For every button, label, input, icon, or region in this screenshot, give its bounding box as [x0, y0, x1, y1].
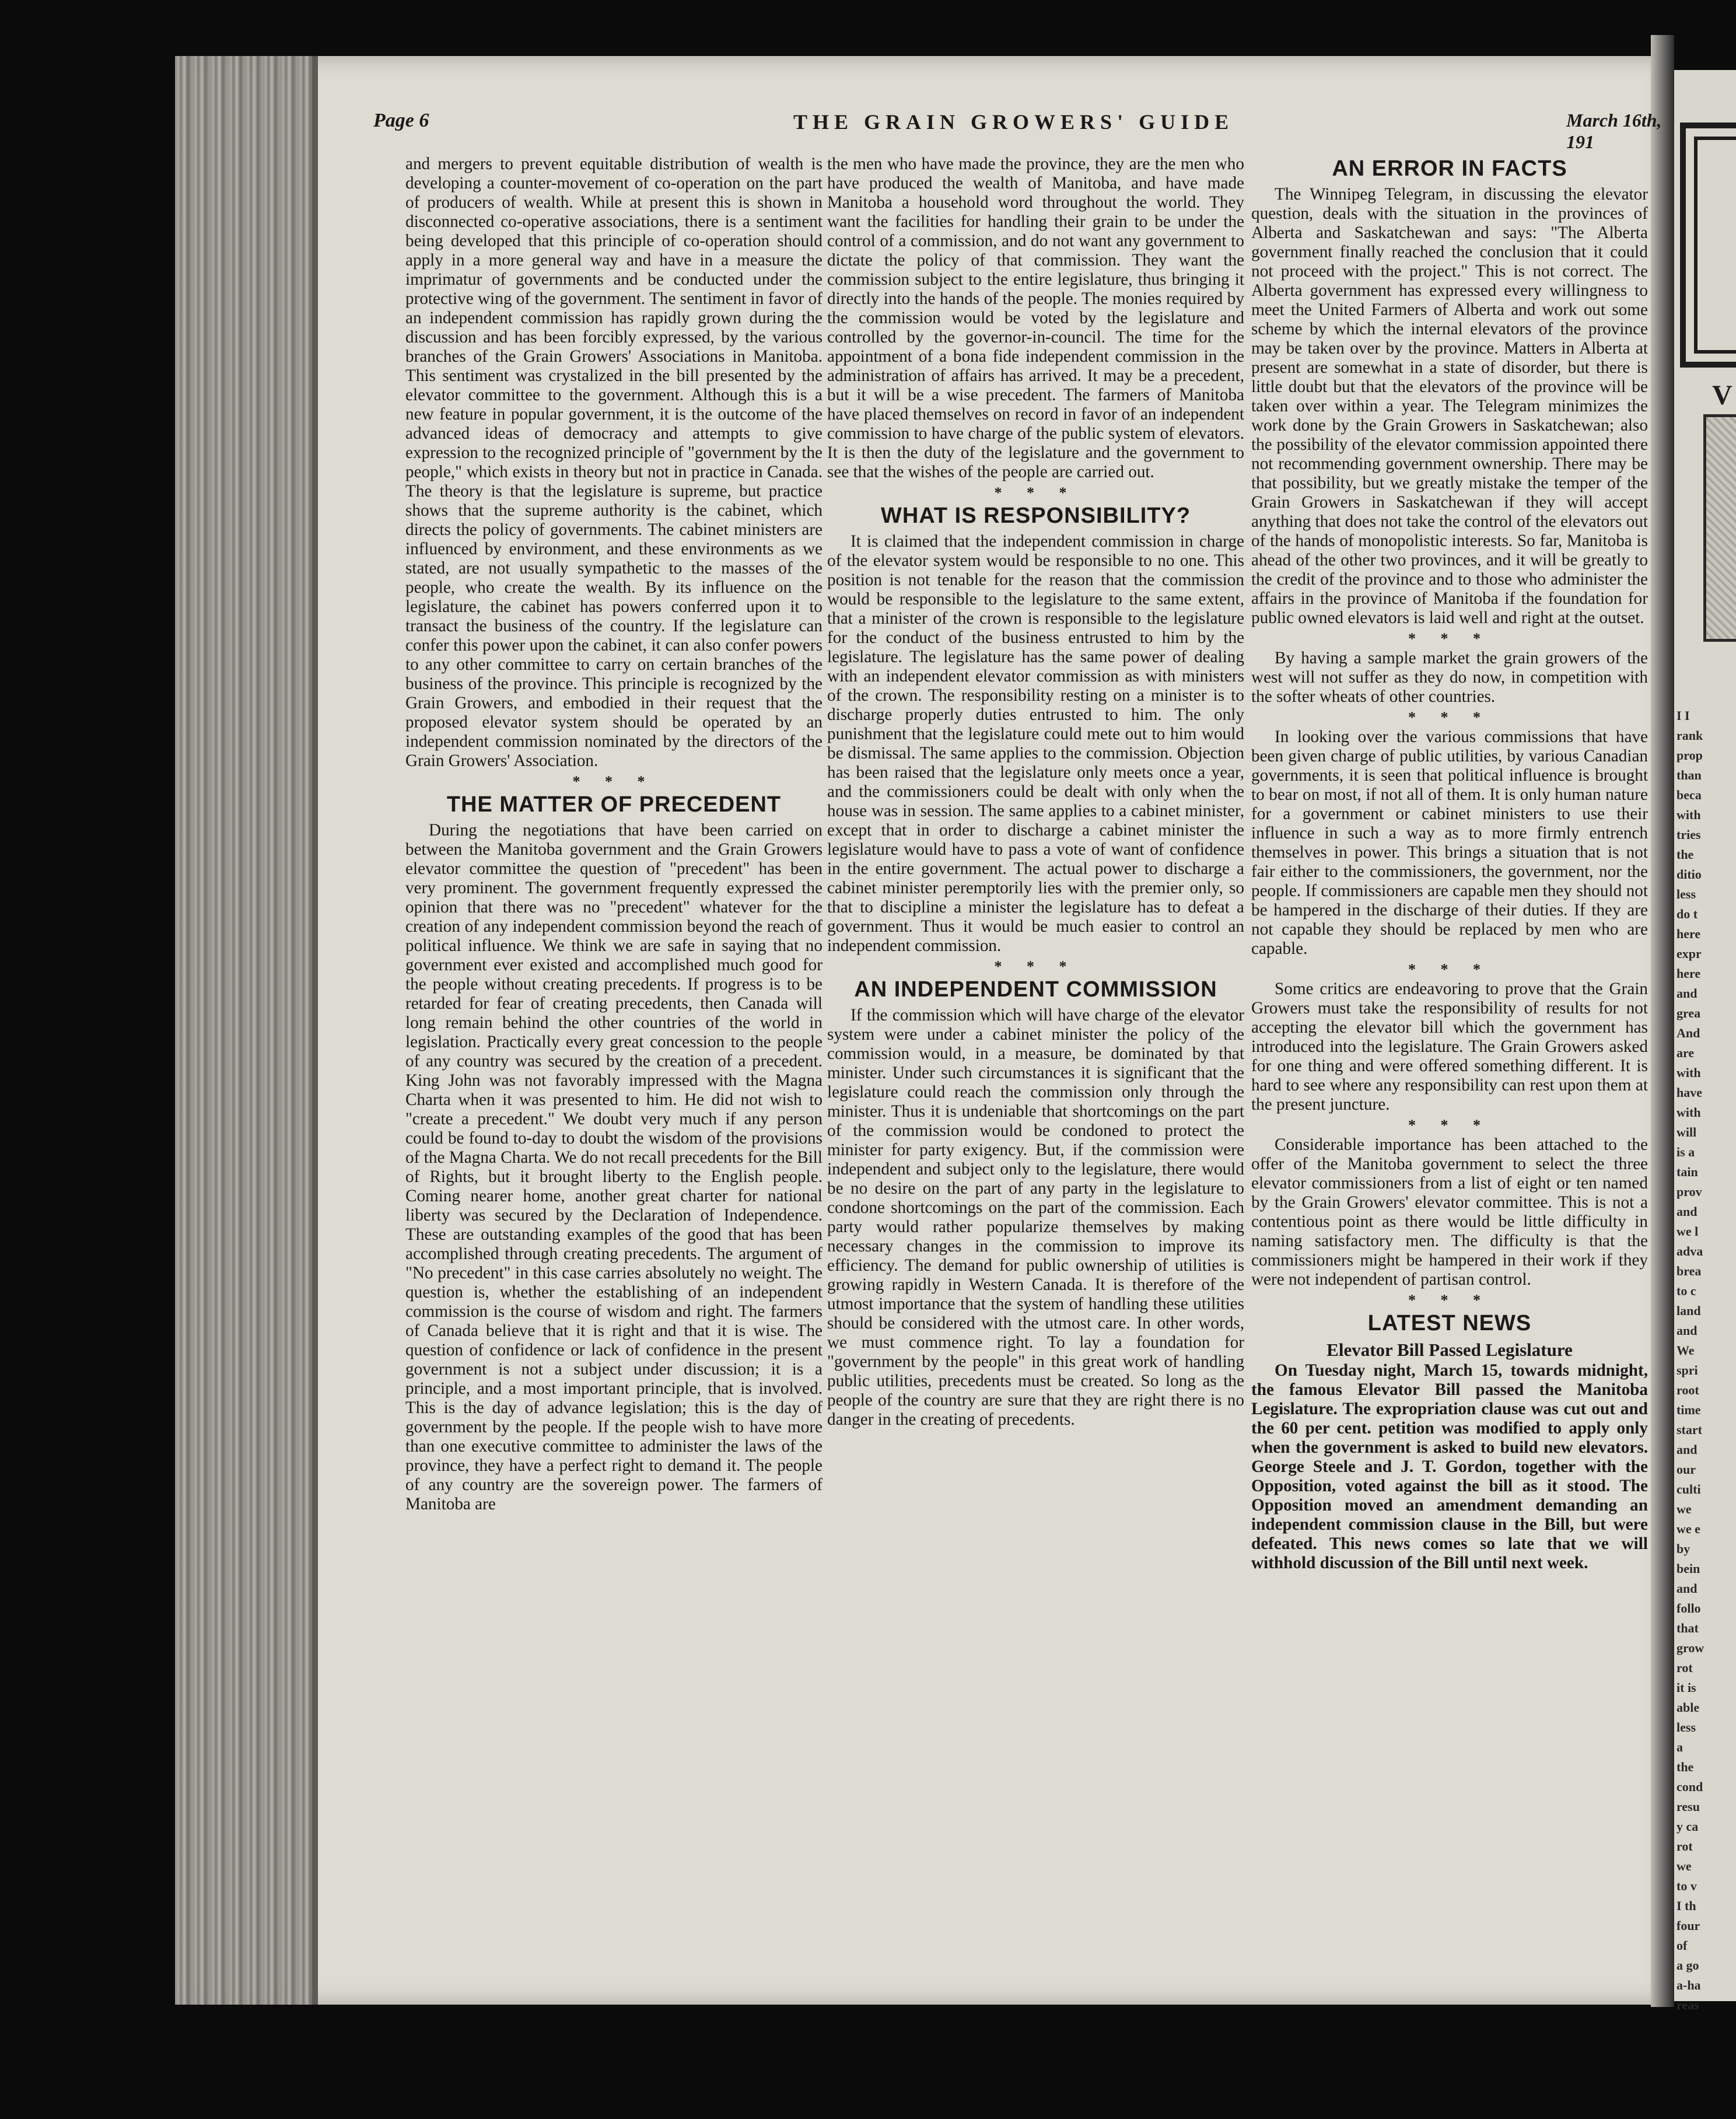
adjacent-page-fragment: the	[1676, 847, 1694, 862]
adjacent-page-fragment: our	[1676, 1462, 1696, 1477]
adjacent-page-fragment: prov	[1676, 1184, 1702, 1199]
adjacent-page-fragment: a	[1676, 1740, 1683, 1754]
adjacent-page-fragment: I I	[1676, 708, 1690, 723]
adjacent-page-fragment: by	[1676, 1541, 1690, 1556]
adjacent-page-fragment: y ca	[1676, 1819, 1699, 1834]
article-paragraph: If the commission which will have charge of the elevator system were under a cabinet minister the policy of the commission would, in a measure, be dominated by that minister. Under such circumstances it is significant that the legislature could reach the commission only through the minister. Thus it is undeniable that shortcomings on the part of the commission would be condoned to protect the minister for party exigency. But, if the commission were independent and subject only to the legislature, there would be no desire on the part of any party in the legislature to condone shortcomings on the part of the commission. Each party would rather popularize themselves by making necessary changes in the commission to improve its efficiency. The demand for public ownership of utilities is growing rapidly in Western Canada. It is therefore of the utmost importance that the system of handling these utilities should be considered with the utmost care. In other words, we must commence right. To lay a foundation for "government by the people" in this great work of handling public utilities, precedents must be created. So long as the people of the country are sure that they are right there is no danger in the creating of precedents.	[827, 1006, 1244, 1429]
adjacent-page-fragment: are	[1676, 1045, 1695, 1060]
adjacent-page-fragment: tain	[1676, 1165, 1698, 1179]
adjacent-page-fragment: able	[1676, 1700, 1700, 1715]
adjacent-page-fragment: we	[1676, 1502, 1692, 1516]
article-paragraph: Considerable importance has been attached to the offer of the Manitoba government to select the three elevator commissioners from a list of eight or ten named by the Grain Growers' elevator committee. This is not a contentious point as there would be little difficulty in naming satisfactory men. The difficulty is that the commissioners might be hampered in their work if they were not independent of partisan control.	[1251, 1135, 1648, 1289]
adjacent-page-fragment: here	[1676, 966, 1701, 981]
adjacent-page-fragment: and	[1676, 1323, 1698, 1338]
article-paragraph: The Winnipeg Telegram, in discussing the elevator question, deals with the situation in the provinces of Alberta and Saskatchewan and says: "The Alberta government finally reached the conclusion that it could not proceed with the project." This is not correct. The Alberta government has expressed every willingness to meet the United Farmers of Alberta and work out some scheme by which the internal elevators of the province may be taken over by the province. Matters in Alberta at present are somewhat in a state of disorder, but there is little doubt but that the elevators of the province will be taken over within a year. The Telegram minimizes the work done by the Grain Growers in Saskatchewan; also the possibility of the elevator commission appointed there not recommending government ownership. There may be that possibility, but we greatly mistake the temper of the Grain Growers in Saskatchewan if they will accept anything that does not take the control of the elevators out of the hands of monopolistic interests. So far, Manitoba is ahead of the other two provinces, and it will be greatly to the credit of the province and to those who administer the affairs in the province of Manitoba if the foundation for public owned elevators is laid well and right at the outset.	[1251, 185, 1648, 627]
adjacent-page-fragment: I th	[1676, 1898, 1696, 1913]
section-heading: LATEST NEWS	[1367, 1311, 1532, 1335]
adjacent-page-fragment: follo	[1676, 1601, 1701, 1616]
adjacent-page-fragment: adva	[1676, 1244, 1703, 1258]
adjacent-page-fragment: reas	[1676, 1998, 1699, 2012]
article-paragraph: It is claimed that the independent commission in charge of the elevator system would be responsible to no one. This position is not tenable for the reason that the commission would be responsible to the legislature to the same extent, that a minister of the crown is responsible to the legislature for the conduct of the business entrusted to him by the legislature. The legislature has the same power of dealing with an independent elevator commission as with ministers of the crown. The responsibility resting on a minister is to discharge properly duties entrusted to him. The only punishment that the legislature could mete out to him would be dismissal. The same applies to the commission. Objection has been raised that the legislature only meets once a year, and the commissioners could be dealt with only when the house was in session. The same applies to a cabinet minister, except that in order to discharge a cabinet minister the legislature would have to pass a vote of want of confidence in the entire government. The actual power to discharge a cabinet minister peremptorily lies with the premier only, so that to discipline a minister the legislature has to defeat a government. Thus it would be much easier to control an independent commission.	[827, 532, 1244, 955]
adjacent-page-fragment: rank	[1676, 728, 1703, 743]
adjacent-page-fragment: spri	[1676, 1363, 1698, 1377]
column-2	[827, 155, 1244, 1429]
adjacent-page-fragment: the	[1676, 1760, 1694, 1774]
section-heading: THE MATTER OF PRECEDENT	[446, 792, 782, 817]
news-paragraph: On Tuesday night, March 15, towards midnight, the famous Elevator Bill passed the Manitoba Legislature. The expropriation clause was cut out and the 60 per cent. petition was modified to apply only when the government is asked to build new elevators. George Steele and J. T. Gordon, together with the Opposition, voted against the bill as it stood. The Opposition moved an amendment demanding an independent commission clause in the Bill, but were defeated. This news comes so late that we will withhold discussion of the Bill until next week.	[1251, 1361, 1648, 1572]
adjacent-page-fragment: rot	[1676, 1839, 1693, 1854]
section-divider: * * *	[994, 958, 1077, 975]
issue-date: March 16th, 191	[1566, 110, 1662, 152]
adjacent-page-fragment: four	[1676, 1918, 1700, 1933]
adjacent-page-fragment: with	[1676, 1105, 1701, 1120]
adjacent-page-fragment: do t	[1676, 907, 1698, 921]
adjacent-page-fragment: resu	[1676, 1799, 1700, 1814]
adjacent-page-fragment: time	[1676, 1403, 1701, 1417]
adjacent-page-fragment: rot	[1676, 1660, 1693, 1675]
adjacent-page-fragment: we e	[1676, 1522, 1700, 1536]
column-3	[1251, 155, 1648, 1573]
adjacent-page-fragment: it is	[1676, 1680, 1696, 1695]
newspaper-title: THE GRAIN GROWERS' GUIDE	[793, 110, 1234, 134]
adjacent-page-fragment: ditio	[1676, 867, 1702, 882]
article-paragraph: and mergers to prevent equitable distribution of wealth is developing a counter-movement of co-operation on the part of producers of wealth. While at present this is shown in disconnected co-operative associations, there is a sentiment being developed that this principle of co-operation should apply in a more general way and have in a measure the imprimatur of governments and be conducted under the protective wing of the government. The sentiment in favor of an independent commission has rapidly grown during the discussion and has been forcibly expressed, by the various branches of the Grain Growers' Associations in Manitoba. This sentiment was crystalized in the bill presented by the elevator committee to the government. Although this is a new feature in popular government, it is the outcome of the advanced ideas of democracy and attempts to give expression to the recognized principle of "government by the people," which exists in theory but not in practice in Canada. The theory is that the legislature is supreme, but practice shows that the supreme authority is the cabinet, which directs the policy of governments. The cabinet ministers are influenced by environment, and these environments as we stated, are not usually sympathetic to the masses of the people, who create the wealth. By its influence on the legislature, the cabinet has powers conferred upon it to transact the business of the country. If the legislature can confer this power upon the cabinet, it can also confer powers to any other committee to carry on certain branches of the business of the province. This principle is recognized by the Grain Growers, and embodied in their request that the proposed elevator system should be operated by an independent commission nominated by the directors of the Grain Growers' Association.	[405, 155, 822, 770]
adjacent-page-fragment: and	[1676, 1204, 1698, 1219]
section-divider: * * *	[1408, 1117, 1491, 1134]
adjacent-page-fragment: of	[1676, 1938, 1688, 1953]
adjacent-page-fragment: bein	[1676, 1561, 1700, 1576]
adjacent-page-fragment: We	[1676, 1343, 1695, 1358]
section-divider: * * *	[1408, 961, 1491, 978]
article-paragraph: By having a sample market the grain growers of the west will not suffer as they do now, in competition with the softer wheats of other countries.	[1251, 649, 1648, 706]
adjacent-page-pattern-box	[1703, 414, 1736, 642]
adjacent-page-fragment: brea	[1676, 1264, 1702, 1278]
adjacent-page-fragment: And	[1676, 1026, 1700, 1040]
adjacent-page-fragment: expr	[1676, 946, 1702, 961]
gutter-edge	[312, 56, 318, 2005]
adjacent-page-fragment-letter: V	[1712, 380, 1732, 411]
article-paragraph: During the negotiations that have been carried on between the Manitoba government and the Grain Growers elevator committee the question of "precedent" has been very prominent. The government frequently expressed the opinion that there was no "precedent" whatever for the creation of any independent commission beyond the reach of political influence. We think we are safe in saying that no government ever existed and accomplished much good for the people without creating precedents. If progress is to be retarded for fear of creating precedents, then Canada will long remain behind the other countries of the world in legislation. Practically every great concession to the people of any country was secured by the creation of a precedent. King John was not favorably impressed with the Magna Charta when it was presented to him. He did not wish to "create a precedent." We doubt very much if any person could be found to-day to doubt the wisdom of the provisions of the Magna Charta. We do not recall precedents for the Bill of Rights, but it brought liberty to the English people. Coming nearer home, another great charter for national liberty was secured by the Declaration of Independence. These are outstanding examples of the good that has been accomplished through creating precedents. The argument of "No precedent" in this case carries absolutely no weight. The question is, whether the establishing of an independent commission is the course of wisdom and right. The farmers of Canada believe that it is right and that it is wise. The question of confidence or lack of confidence in the present government is not a subject under discussion; it is a principle, and a most important principle, that is involved. This is the day of advance legislation; this is the day of government by the people. If the people wish to have more than one executive committee to administer the laws of the province, they have a perfect right to demand it. The people of any country are the sovereign power. The farmers of Manitoba are	[405, 821, 822, 1513]
article-paragraph: Some critics are endeavoring to prove that the Grain Growers must take the responsibility of results for not accepting the elevator bill which the government has introduced into the legislature. The Grain Growers asked for one thing and were offered something different. It is hard to see where any responsibility can rest upon them at the present juncture.	[1251, 980, 1648, 1114]
adjacent-page-fragment: to v	[1676, 1879, 1697, 1893]
adjacent-page-fragment: prop	[1676, 748, 1703, 763]
adjacent-page-fragment: is a	[1676, 1145, 1695, 1159]
page-fold-shadow	[1651, 35, 1674, 2007]
adjacent-page-fragment: a go	[1676, 1958, 1699, 1973]
column-1	[405, 155, 822, 1514]
adjacent-page-fragment: a-ha	[1676, 1978, 1701, 1992]
adjacent-page-fragment: culti	[1676, 1482, 1701, 1496]
section-divider: * * *	[572, 773, 656, 790]
adjacent-page-fragment: grea	[1676, 1006, 1701, 1020]
page-header	[373, 110, 1668, 152]
binding-gutter	[175, 56, 312, 2005]
adjacent-page-fragment: than	[1676, 768, 1702, 782]
section-divider: * * *	[1408, 1292, 1491, 1309]
adjacent-page-fragment: we l	[1676, 1224, 1699, 1239]
adjacent-page-fragment: and	[1676, 986, 1698, 1001]
section-divider: * * *	[1408, 709, 1491, 726]
adjacent-page-fragment: with	[1676, 807, 1701, 822]
article-paragraph: the men who have made the province, they are the men who have produced the wealth of Manitoba, and have made Manitoba a household word throughout the world. They want the facilities for handling their grain to be under the control of a commission, and do not want any government to dictate the policy of that commission. They want the commission subject to the entire legislature, thus bringing it directly into the hands of the people. The monies required by the commission would be voted by the legislature and controlled by the governor-in-council. The time for the appointment of a bona fide independent commission in the administration of affairs has arrived. It may be a precedent, but it will be a wise precedent. The farmers of Manitoba have placed themselves on record in favor of an independent commission to have charge of the public system of elevators. It is then the duty of the legislature and the government to see that the wishes of the people are carried out.	[827, 155, 1244, 481]
adjacent-page-fragment: land	[1676, 1303, 1701, 1318]
section-divider: * * *	[994, 484, 1077, 501]
adjacent-page-ornament	[1680, 123, 1736, 368]
page-number: Page 6	[373, 110, 429, 131]
adjacent-page-fragment: here	[1676, 926, 1701, 941]
adjacent-page-fragment: less	[1676, 1720, 1696, 1735]
section-heading: AN ERROR IN FACTS	[1332, 156, 1567, 181]
section-divider: * * *	[1408, 630, 1491, 647]
adjacent-page-fragment: we	[1676, 1859, 1692, 1873]
adjacent-page-fragment: less	[1676, 887, 1696, 901]
adjacent-page-fragment: and	[1676, 1442, 1698, 1457]
adjacent-page-fragment: that	[1676, 1621, 1699, 1635]
section-heading: AN INDEPENDENT COMMISSION	[854, 977, 1217, 1002]
adjacent-page-fragment: root	[1676, 1383, 1699, 1397]
adjacent-page-fragment: to c	[1676, 1284, 1696, 1298]
adjacent-page-fragment: will	[1676, 1125, 1697, 1139]
news-subheading: Elevator Bill Passed Legislature	[1326, 1340, 1573, 1360]
adjacent-page-fragment: cond	[1676, 1779, 1703, 1794]
section-heading: WHAT IS RESPONSIBILITY?	[880, 503, 1191, 528]
adjacent-page-text-fragments	[1676, 706, 1735, 2015]
article-paragraph: In looking over the various commissions that have been given charge of public utilities, by various Canadian governments, it is seen that political influence is brought to bear on most, if not all of them. It is only human nature for a government or cabinet ministers to use their influence in such a way as to more firmly entrench themselves in power. This brings a situation that is not fair either to the commissioners, the government, nor the people. If commissioners are capable men they should not be hampered in the discharge of their duties. If they are not capable they should be replaced by men who are capable.	[1251, 728, 1648, 958]
adjacent-page-fragment: tries	[1676, 827, 1701, 842]
adjacent-page-fragment: with	[1676, 1065, 1701, 1080]
adjacent-page-fragment: grow	[1676, 1641, 1704, 1655]
adjacent-page-fragment: and	[1676, 1581, 1698, 1596]
adjacent-page-fragment: beca	[1676, 788, 1702, 802]
adjacent-page-fragment: start	[1676, 1422, 1702, 1437]
adjacent-page-fragment: have	[1676, 1085, 1702, 1100]
